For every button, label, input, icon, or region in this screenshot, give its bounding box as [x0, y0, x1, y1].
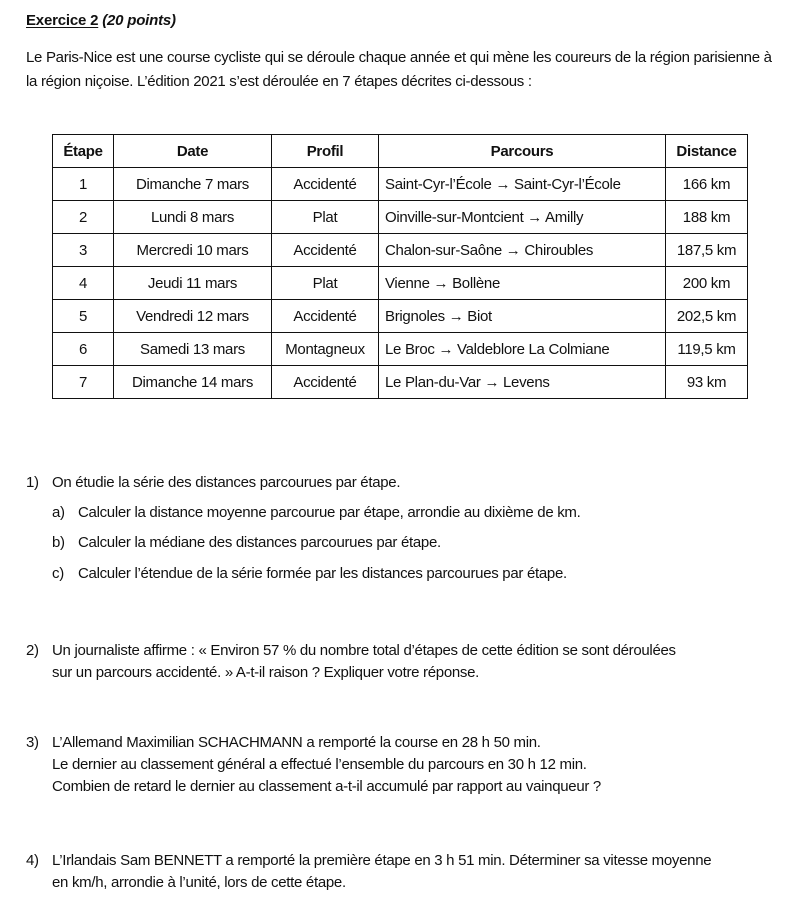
header-parcours: Parcours: [379, 135, 666, 168]
stages-table: [52, 134, 748, 399]
cell-profil: Accidenté: [272, 168, 379, 201]
cell-date: Samedi 13 mars: [114, 333, 272, 366]
cell-etape: 2: [53, 201, 114, 234]
table-header-row: [53, 135, 748, 168]
cell-etape: 4: [53, 267, 114, 300]
question-2: [26, 640, 786, 684]
cell-distance: 187,5 km: [666, 234, 748, 267]
question-3: [26, 732, 786, 798]
cell-date: Dimanche 7 mars: [114, 168, 272, 201]
cell-date: Lundi 8 mars: [114, 201, 272, 234]
question-1c: [52, 563, 782, 585]
cell-date: Jeudi 11 mars: [114, 267, 272, 300]
cell-profil: Accidenté: [272, 234, 379, 267]
table-row: [53, 333, 748, 366]
question-text: On étudie la série des distances parcourues par étape.: [52, 474, 401, 491]
question-line: L’Allemand Maximilian SCHACHMANN a remporté la course en 28 h 50 min.: [52, 734, 541, 751]
question-number: 1): [26, 474, 39, 491]
question-line: Combien de retard le dernier au classement a-t-il accumulé par rapport au vainqueur ?: [52, 778, 601, 795]
cell-date: Vendredi 12 mars: [114, 300, 272, 333]
header-distance: Distance: [666, 135, 748, 168]
exercise-title: [26, 12, 176, 29]
cell-etape: 7: [53, 366, 114, 399]
sub-question-letter: c): [52, 565, 64, 582]
table-row: [53, 234, 748, 267]
cell-profil: Plat: [272, 267, 379, 300]
cell-parcours: Le Broc → Valdeblore La Colmiane: [379, 333, 666, 366]
cell-etape: 1: [53, 168, 114, 201]
cell-distance: 200 km: [666, 267, 748, 300]
intro-paragraph: Le Paris-Nice est une course cycliste qui se déroule chaque année et qui mène les coureurs de la région parisienne à la région niçoise. L’édition 2021 s’est déroulée en 7 étapes décrites ci-dessous :: [26, 49, 772, 90]
exercise-label: Exercice 2: [26, 12, 99, 29]
cell-parcours: Brignoles → Biot: [379, 300, 666, 333]
table-row: [53, 300, 748, 333]
header-date: Date: [114, 135, 272, 168]
cell-distance: 166 km: [666, 168, 748, 201]
cell-etape: 6: [53, 333, 114, 366]
exercise-points: (20 points): [102, 12, 176, 29]
question-4: [26, 850, 786, 894]
question-number: 4): [26, 852, 39, 869]
sub-question-text: Calculer la distance moyenne parcourue par étape, arrondie au dixième de km.: [78, 504, 581, 521]
table-row: [53, 168, 748, 201]
cell-date: Dimanche 14 mars: [114, 366, 272, 399]
sub-question-letter: b): [52, 534, 65, 551]
sub-question-text: Calculer la médiane des distances parcourues par étape.: [78, 534, 441, 551]
cell-profil: Accidenté: [272, 366, 379, 399]
question-1: [26, 472, 786, 494]
cell-parcours: Vienne → Bollène: [379, 267, 666, 300]
cell-profil: Plat: [272, 201, 379, 234]
table-row: [53, 201, 748, 234]
cell-distance: 188 km: [666, 201, 748, 234]
question-1a: [52, 502, 782, 524]
sub-question-letter: a): [52, 504, 65, 521]
question-number: 3): [26, 734, 39, 751]
cell-parcours: Oinville-sur-Montcient → Amilly: [379, 201, 666, 234]
header-etape: Étape: [53, 135, 114, 168]
question-line: en km/h, arrondie à l’unité, lors de cette étape.: [52, 874, 346, 891]
cell-distance: 119,5 km: [666, 333, 748, 366]
question-line: sur un parcours accidenté. » A-t-il raison ? Expliquer votre réponse.: [52, 664, 480, 681]
table-row: [53, 267, 748, 300]
sub-question-text: Calculer l’étendue de la série formée par les distances parcourues par étape.: [78, 565, 567, 582]
header-profil: Profil: [272, 135, 379, 168]
question-line: L’Irlandais Sam BENNETT a remporté la première étape en 3 h 51 min. Déterminer sa vitesse moyenne: [52, 852, 712, 869]
cell-distance: 202,5 km: [666, 300, 748, 333]
cell-date: Mercredi 10 mars: [114, 234, 272, 267]
question-1b: [52, 532, 782, 554]
cell-profil: Montagneux: [272, 333, 379, 366]
cell-parcours: Saint-Cyr-l’École → Saint-Cyr-l’École: [379, 168, 666, 201]
cell-etape: 5: [53, 300, 114, 333]
cell-parcours: Chalon-sur-Saône → Chiroubles: [379, 234, 666, 267]
question-number: 2): [26, 642, 39, 659]
cell-distance: 93 km: [666, 366, 748, 399]
question-line: Un journaliste affirme : « Environ 57 % du nombre total d’étapes de cette édition se sont déroulées: [52, 642, 676, 659]
question-line: Le dernier au classement général a effectué l’ensemble du parcours en 30 h 12 min.: [52, 756, 587, 773]
cell-etape: 3: [53, 234, 114, 267]
table-row: [53, 366, 748, 399]
cell-parcours: Le Plan-du-Var → Levens: [379, 366, 666, 399]
cell-profil: Accidenté: [272, 300, 379, 333]
